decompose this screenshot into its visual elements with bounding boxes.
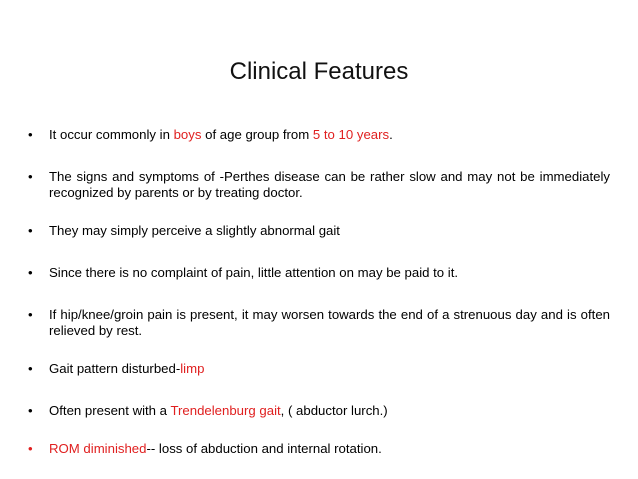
bullet-dot: •: [28, 127, 33, 142]
bullet-item-gait: [28, 223, 610, 239]
bullet-text: Gait pattern disturbed-limp: [49, 361, 205, 376]
bullet-dot: •: [28, 403, 33, 418]
bullet-dot: •: [28, 361, 33, 376]
bullet-text: Often present with a Trendelenburg gait, ( abductor lurch.): [49, 403, 388, 418]
bullet-text: If hip/knee/groin pain is present, it may worsen towards the end of a strenuous day and is often relieved by rest.: [49, 307, 610, 338]
bullet-dot: •: [28, 169, 33, 184]
bullet-dot: •: [28, 441, 33, 456]
bullet-item-pain: [28, 265, 610, 281]
bullet-text: ROM diminished-- loss of abduction and internal rotation.: [49, 441, 382, 456]
bullet-item-signs: [28, 169, 610, 201]
bullet-text: They may simply perceive a slightly abnormal gait: [49, 223, 340, 238]
bullet-text: It occur commonly in boys of age group from 5 to 10 years.: [49, 127, 393, 142]
bullet-dot: •: [28, 307, 33, 322]
bullet-item-rom: [28, 441, 610, 457]
bullet-item-trendelenburg: [28, 403, 610, 419]
bullet-item-limp: [28, 361, 610, 377]
bullet-item-hip-pain: [28, 307, 610, 339]
bullet-dot: •: [28, 223, 33, 238]
slide-title: Clinical Features: [229, 58, 409, 85]
bullet-text: Since there is no complaint of pain, little attention on may be paid to it.: [49, 265, 459, 280]
bullet-text: The signs and symptoms of -Perthes disease can be rather slow and may not be immediately recognized by parents or by treating doctor.: [49, 169, 610, 200]
bullet-item-age-group: [28, 127, 610, 143]
bullet-dot: •: [28, 265, 33, 280]
